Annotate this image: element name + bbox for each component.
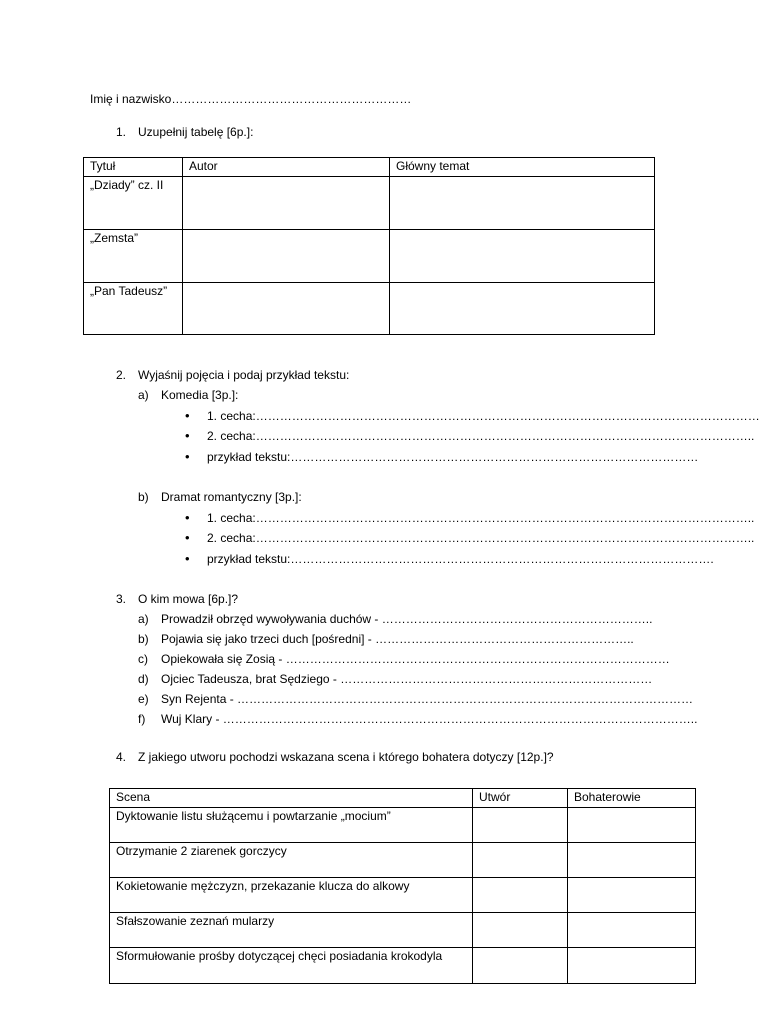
q4-row4-work-cell[interactable] — [473, 912, 568, 947]
q1-row2-theme-cell[interactable] — [390, 229, 655, 282]
q4-row3-scene: Kokietowanie mężczyzn, przekazanie klucza do alkowy — [110, 877, 473, 912]
q1-row3-theme-cell[interactable] — [390, 282, 655, 334]
table-row — [110, 947, 696, 983]
q2b-item3[interactable]: • przykład tekstu:……………………………………………………………………………………………. — [207, 553, 714, 567]
q4-title: Z jakiego utworu pochodzi wskazana scena i którego bohatera dotyczy [12p.]? — [138, 750, 554, 764]
q4-row2-heroes-cell[interactable] — [568, 842, 696, 877]
q4-row4-heroes-cell[interactable] — [568, 912, 696, 947]
q4-col-heroes: Bohaterowie — [568, 789, 696, 808]
q4-row1-heroes-cell[interactable] — [568, 807, 696, 842]
q4-row2-scene: Otrzymanie 2 ziarenek gorczycy — [110, 842, 473, 877]
q1-row1-theme-cell[interactable] — [390, 176, 655, 229]
name-field-line[interactable]: Imię i nazwisko…………………………………………………… — [90, 92, 412, 106]
q4-row5-scene: Sformułowanie prośby dotyczącej chęci posiadania krokodyla — [110, 947, 473, 983]
q1-row2-title: „Zemsta” — [84, 229, 183, 282]
q2a-item1[interactable]: • 1. cecha:……………………………………………………………………………………………………………… — [207, 410, 760, 424]
q4-row1-scene: Dyktowanie listu służącemu i powtarzanie „mocium” — [110, 807, 473, 842]
q4-row1-work-cell[interactable] — [473, 807, 568, 842]
q3f-letter: f) — [138, 712, 146, 726]
table-row — [110, 807, 696, 842]
q3d-text[interactable]: Ojciec Tadeusza, brat Sędziego - …………………………………………………………………… — [161, 672, 653, 686]
q3-title: O kim mowa [6p.]? — [138, 592, 239, 606]
table-row — [84, 229, 655, 282]
q2b-item2[interactable]: • 2. cecha:…………………………………………………………………………………………………………….. — [207, 532, 754, 546]
table-row — [110, 912, 696, 947]
q2b-item1[interactable]: • 1. cecha:…………………………………………………………………………………………………………….. — [207, 512, 754, 526]
q1-col-theme: Główny temat — [390, 158, 655, 177]
q3f-text[interactable]: Wuj Klary - ……………………………………………………………………………………………………….. — [161, 712, 698, 726]
q3c-text[interactable]: Opiekowała się Zosią - …………………………………………………………………………………… — [161, 652, 670, 666]
table-row — [84, 176, 655, 229]
q2-title: Wyjaśnij pojęcia i podaj przykład tekstu: — [138, 368, 350, 382]
q3a-text[interactable]: Prowadził obrzęd wywoływania duchów - ………………………………………………………….. — [161, 612, 653, 626]
q4-row4-scene: Sfałszowanie zeznań mularzy — [110, 912, 473, 947]
q3c-letter: c) — [138, 652, 148, 666]
q1-row1-title: „Dziady” cz. II — [84, 176, 183, 229]
q3e-text[interactable]: Syn Rejenta - …………………………………………………………………………………………………… — [161, 692, 694, 706]
q2a-label: Komedia [3p.]: — [161, 388, 239, 402]
q3b-text[interactable]: Pojawia się jako trzeci duch [pośredni] - ……………………………………………………….. — [161, 632, 634, 646]
q4-table — [109, 788, 696, 984]
q2-number: 2. — [116, 368, 127, 382]
q1-number: 1. — [116, 125, 127, 139]
q2a-item3[interactable]: • przykład tekstu:………………………………………………………………………………………… — [207, 451, 698, 465]
q4-row5-heroes-cell[interactable] — [568, 947, 696, 983]
q3a-letter: a) — [138, 612, 149, 626]
table-row — [110, 877, 696, 912]
q2b-letter: b) — [138, 490, 149, 504]
q4-row3-work-cell[interactable] — [473, 877, 568, 912]
q4-row3-heroes-cell[interactable] — [568, 877, 696, 912]
q3-number: 3. — [116, 592, 127, 606]
q1-row3-author-cell[interactable] — [183, 282, 390, 334]
q4-col-work: Utwór — [473, 789, 568, 808]
q1-row1-author-cell[interactable] — [183, 176, 390, 229]
q2a-item2[interactable]: • 2. cecha:…………………………………………………………………………………………………………….. — [207, 430, 754, 444]
q1-table — [83, 157, 655, 335]
q1-col-author: Autor — [183, 158, 390, 177]
q4-row5-work-cell[interactable] — [473, 947, 568, 983]
q1-col-title: Tytuł — [84, 158, 183, 177]
q1-row3-title: „Pan Tadeusz” — [84, 282, 183, 334]
table-row — [110, 842, 696, 877]
q2b-label: Dramat romantyczny [3p.]: — [161, 490, 302, 504]
table-row — [84, 282, 655, 334]
q4-number: 4. — [116, 750, 127, 764]
q1-title: Uzupełnij tabelę [6p.]: — [138, 125, 254, 139]
q4-col-scene: Scena — [110, 789, 473, 808]
q3d-letter: d) — [138, 672, 149, 686]
q2a-letter: a) — [138, 388, 149, 402]
q3e-letter: e) — [138, 692, 149, 706]
q4-row2-work-cell[interactable] — [473, 842, 568, 877]
q3b-letter: b) — [138, 632, 149, 646]
q1-row2-author-cell[interactable] — [183, 229, 390, 282]
